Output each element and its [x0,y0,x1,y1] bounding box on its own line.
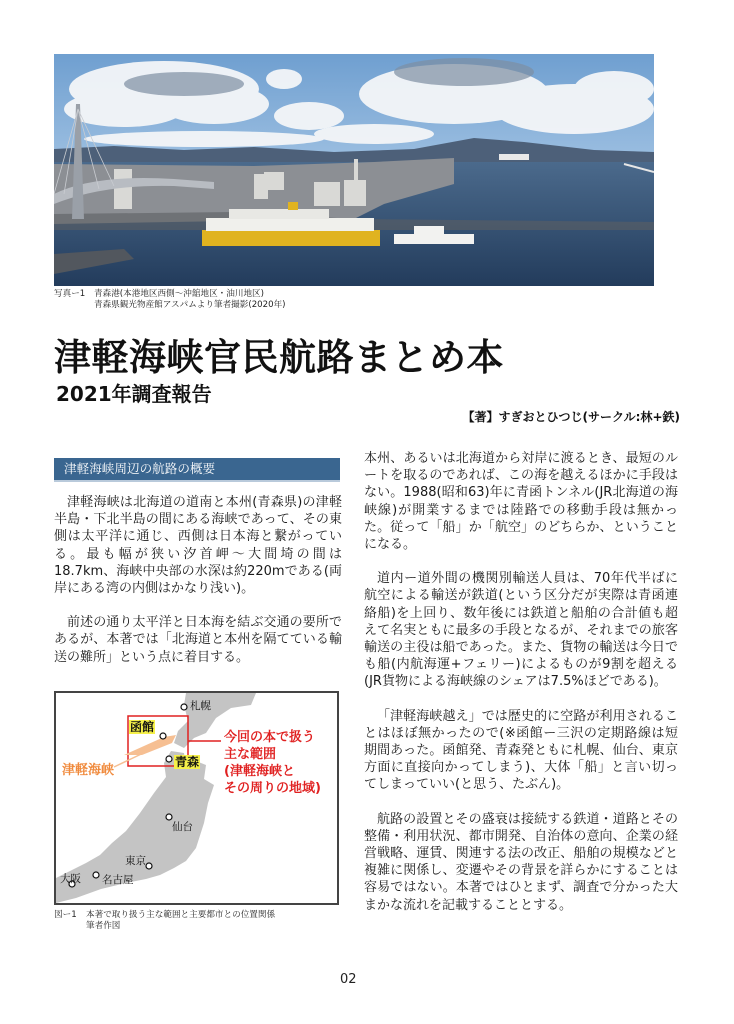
photo-caption-line1: 青森港(本港地区西側〜沖舘地区・油川地区) [94,289,264,299]
paragraph: 航路の設置とその盛衰は接続する鉄道・道路とその整備・利用状況、都市開発、自治体の意向、企業の経営戦略、運賃、関連する法の改正、船舶の規模などと複雑に関係し、変遷やその背景を詳らかにすることは容易ではない。本著ではひとまず、調査で分かった大まかな流れを記載することとする。 [364,811,678,913]
left-column [54,458,342,666]
city-label-osaka: 大阪 [60,873,81,885]
figure-caption [54,910,275,932]
city-label-tokyo: 東京 [125,855,146,867]
page-title: 津軽海峡官民航路まとめ本 [54,336,504,379]
page-number: 02 [340,972,357,987]
right-column [364,450,678,914]
author-credit: 【著】すぎおとひつじ(サークル:林+鉄) [462,410,680,424]
photo-caption-line2: 青森県観光物産館アスパムより筆者撮影(2020年) [94,300,286,310]
harbor-photo [54,54,654,286]
region-label-line: 主な範囲 [224,747,277,762]
figure-caption-line1: 本著で取り扱う主な範囲と主要都市との位置関係 [86,910,276,920]
region-label-line: その周りの地域) [224,781,321,796]
region-label-line: 今回の本で扱う [224,730,316,745]
city-label-nagoya: 名古屋 [102,874,134,886]
city-label-sapporo: 札幌 [190,700,211,712]
city-label-sendai: 仙台 [172,821,193,833]
paragraph: 津軽海峡は北海道の道南と本州(青森県)の津軽半島・下北半島の間にある海峡であって、その東側は太平洋に通じ、西側は日本海と繋がっている。最も幅が狭い汐首岬〜大間埼の間は18.7km、海峡中央部の水深は約220mである(両岸にある湾の内側はかなり浅い)。 [54,495,342,597]
photo-caption-number: 写真ー1 [54,289,86,299]
paragraph: 本州、あるいは北海道から対岸に渡るとき、最短のルートを取るのであれば、この海を越えるほかに手段はない。1988(昭和63)年に青函トンネル(JR北海道の海峡線)が開業するまでは陸路での移動手段は無かった。従って「船」か「航空」のどちらか、ということになる。 [364,451,678,553]
photo-caption [54,289,286,311]
city-label-hakodate: 函館 [130,720,155,734]
figure-caption-line2: 筆者作図 [86,921,121,931]
paragraph: 前述の通り太平洋と日本海を結ぶ交通の要所であるが、本著では「北海道と本州を隔てている輸送の難所」という点に着目する。 [54,615,342,665]
region-label [224,729,321,797]
city-label-aomori: 青森 [175,755,200,769]
region-label-line: (津軽海峡と [224,764,295,779]
paragraph: 道内ー道外間の機関別輸送人員は、70年代半ばに航空による輸送が鉄道(という区分だが実際は青函連絡船)を上回り、数年後には鉄道と船舶の合計値も超えて名実ともに最多の手段となるが、それまでの旅客輸送の主役は船であった。また、貨物の輸送は今日でも船(内航海運+フェリー)によるものが9割を超える(JR貨物による海峡線のシェアは7.5%ほどである)。 [364,571,678,690]
page-subtitle: 2021年調査報告 [56,382,212,406]
section-heading: 津軽海峡周辺の航路の概要 [54,458,340,482]
strait-label: 津軽海峡 [62,763,115,778]
paragraph: 「津軽海峡越え」では歴史的に空路が利用されることはほぼ無かったので(※函館ー三沢の定期路線は短期間あった。函館発、青森発ともに札幌、仙台、東京方面に直接向かってしまう)、大体「船」と言い切ってしまっていい(と思う、たぶん)。 [364,708,678,793]
map-figure [54,691,339,905]
figure-caption-number: 図ー1 [54,910,77,920]
